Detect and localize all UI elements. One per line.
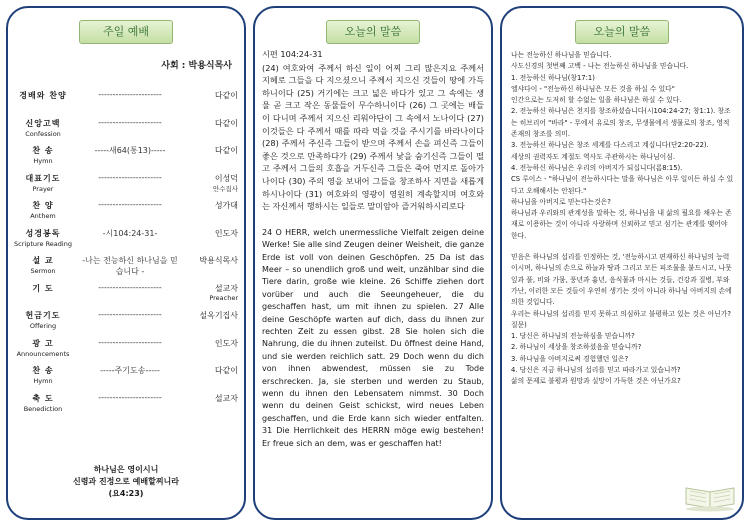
sermon-paragraph: 3. 하나님을 아버지로써 경험했던 일은? — [511, 354, 629, 363]
order-label — [14, 310, 72, 332]
sermon-paragraph: 2. 전능하신 하나님은 천지를 창조하셨습니다(시104:24-27; 창1:1). 창조는 히브리어 "바라" - 무에서 유로의 창조, 무생물에서 생물로의 창조, 영적 존재의 창조를 의미. — [511, 107, 731, 139]
order-label-ko: 헌금기도 — [25, 311, 61, 320]
order-person-name: 성가대 — [214, 201, 238, 210]
order-person — [182, 255, 238, 266]
sermon-paragraph: 나는 전능하신 하나님을 믿습니다. — [511, 51, 612, 59]
order-label — [14, 90, 72, 101]
order-label — [14, 365, 72, 387]
order-person-name: 인도자 — [214, 338, 238, 348]
order-label-en: Anthem — [30, 212, 56, 220]
order-row — [14, 173, 238, 201]
order-label-ko: 신앙고백 — [25, 118, 61, 128]
sermon-paragraph: 삶의 문제로 불평과 원망과 실망이 가득한 것은 아닌가요? — [511, 377, 681, 386]
order-label-en: Confession — [25, 129, 61, 138]
order-detail: -시104:24-31- — [102, 228, 158, 238]
order-row — [14, 393, 238, 421]
order-person-name: 다같이 — [214, 366, 238, 375]
closing-verse — [8, 464, 244, 500]
order-label-ko: 설 교 — [32, 256, 54, 265]
order-detail: ---------------------- — [98, 172, 162, 182]
sermon-paragraph: 인간으로는 도저히 할 수없는 일을 하나님은 하실 수 있다. — [511, 96, 682, 105]
order-row — [14, 255, 238, 283]
scripture-korean: (24) 여호와여 주께서 하신 일이 어찌 그리 많은지요 주께서 지혜로 그들을 다 지으셨으니 주께서 지으신 것들이 땅에 가득하니이다 (25) 거기에는 크고 넓은 바다가 있고 그 속에는 생물 곧 크고 작은 동물들이 무수하니이다 (26) 그 곳에는 배들이 다니며 주께서 지으신 리워야단이 그 속에서 노나이다 (27) 이것들은 다 주께서 때를 따라 먹을 것을 주시기를 바라나이다 (28) 주께서 주신즉 그들이 받으며 주께서 손을 펴신즉 그들이 좋은 것으로 만족하다가 (29) 주께서 낯을 숨기신즉 그들이 떨고 주께서 그들의 호흡을 거두신즉 그들은 죽어 먼지로 돌아가나이다 (30) 주의 영을 보내어 그들을 창조하사 지면을 새롭게 하시나이다 (31) 여호와의 영광이 영원히 계속할지며 여호와는 자신께서 행하시는 일들로 말미암아 즐거워하시리로다 — [262, 62, 484, 212]
order-row — [14, 118, 238, 146]
order-label — [14, 145, 72, 167]
order-label-ko: 대표기도 — [25, 173, 61, 183]
order-detail: ---------------------- — [98, 337, 162, 347]
order-detail: ---------------------- — [98, 90, 162, 99]
sermon-paragraph: 사도신경의 첫번째 고백 - 나는 전능하신 하나님을 믿습니다. — [511, 62, 689, 71]
order-label — [14, 283, 72, 294]
order-label-ko: 기 도 — [32, 283, 54, 293]
scripture-german: 24 O HERR, welch unermessliche Vielfalt zeigen deine Werke! Sie alle sind Zeugen deiner Weisheit, die ganze Erde ist voll von deinen Geschöpfen. 25 Da ist das Meer – so unendlich groß und weit, unzählbar sind die Tiere darin, große wie kleine. 26 Schiffe ziehen dort vorüber und auch die Seeungeheuer, die du geschaffen hast, um mit ihnen zu spielen. 27 Alle deine Geschöpfe warten auf dich, dass du ihnen zur rechten Zeit zu essen gibst. 28 Sie holen sich die Nahrung, die du ihnen zuteilst. Du öffnest deine Hand, und sie werden reichlich satt. 29 Doch wenn du dich von ihnen abwendest, müssen sie zu Tode erschrecken. Ja, sie sterben und werden zu Staub, wenn du ihnen den Lebensatem nimmst. 30 Doch wenn du deinen Geist schickst, wird neues Leben geschaffen, und die Erde kann sich wieder entfalten. 31 Die Herrlichkeit des HERRN möge ewig bestehen! Er freue sich an dem, was er geschaffen hat! — [262, 227, 484, 448]
order-label — [14, 200, 72, 222]
scripture-title: 오늘의 말씀 — [326, 20, 420, 44]
order-label-ko: 찬 송 — [32, 146, 54, 155]
order-label-en: Hymn — [33, 157, 53, 165]
order-label-ko: 성경봉독 — [25, 228, 61, 238]
order-label — [14, 228, 72, 250]
order-row — [14, 338, 238, 366]
sermon-paragraph: 질문) — [511, 320, 527, 329]
order-row — [14, 228, 238, 256]
sermon-paragraph: 하나님과 우리와의 관계성을 말하는 것, 하나님을 내 삶의 필요를 채우는 존재로 이용하는 것이 아니라 사랑하며 신뢰하고 믿고 섬기는 관계를 맺어야 한다. — [511, 209, 732, 240]
closing-line: (요4:23) — [108, 489, 144, 498]
order-label-en: Hymn — [33, 377, 53, 385]
order-detail: ---------------------- — [98, 282, 162, 292]
order-person-name: 다같이 — [214, 91, 238, 100]
order-detail: -----새64(통13)----- — [94, 146, 166, 155]
order-label-ko: 찬 송 — [32, 366, 54, 375]
order-detail: -----주기도송----- — [100, 366, 160, 375]
worship-leader: 사회 : 박용식목사 — [161, 61, 232, 71]
sermon-paragraph: 4. 당신은 지금 하나님의 섭리를 믿고 따라가고 있습니까? — [511, 366, 681, 375]
order-label-ko: 광 고 — [32, 338, 54, 348]
order-person-name: 다같이 — [214, 146, 238, 155]
order-label-ko: 축 도 — [32, 393, 54, 403]
order-person-name: 박용식목사 — [199, 256, 238, 265]
order-person — [182, 145, 238, 156]
worship-title: 주일 예배 — [79, 20, 173, 44]
order-label — [14, 255, 72, 277]
order-person-name: 설옥기집사 — [199, 311, 238, 320]
open-bible-icon — [682, 478, 738, 512]
order-label-ko: 찬 양 — [32, 201, 54, 210]
order-person — [182, 173, 238, 193]
order-row — [14, 200, 238, 228]
order-person — [182, 338, 238, 349]
sermon-panel — [500, 6, 744, 520]
closing-line: 하나님은 영이시니 — [93, 465, 159, 474]
order-person — [182, 200, 238, 211]
order-person — [182, 118, 238, 129]
sermon-paragraph: 우리는 하나님의 섭리를 믿지 못하고 의심하고 불평하고 있는 것은 아닌가? — [511, 309, 732, 318]
sermon-paragraph: 1. 당신은 하나님의 전능하심을 믿습니까? — [511, 332, 635, 341]
order-label — [14, 393, 72, 415]
scripture-text — [262, 48, 484, 450]
closing-line: 신령과 진정으로 예배할찌니라 — [72, 477, 180, 486]
order-row — [14, 310, 238, 338]
order-person-name: 설교자 — [214, 393, 238, 403]
order-person-name: 다같이 — [214, 118, 238, 128]
order-detail: ---------------------- — [98, 392, 162, 402]
order-label — [14, 338, 72, 360]
order-person-name: 인도자 — [214, 228, 238, 238]
order-detail: ---------------------- — [98, 310, 162, 319]
sermon-paragraph: 세상의 권력자도 계절도 역사도 주관하시는 하나님이심. — [511, 152, 675, 161]
order-person — [182, 90, 238, 101]
paragraph-spacer — [511, 242, 735, 252]
order-label — [14, 118, 72, 140]
sermon-paragraph: 1. 전능하신 하나님(창17:1) — [511, 73, 595, 82]
sermon-paragraph: 3. 전능하신 하나님은 창조 세계를 다스리고 계십니다(단2:20-22). — [511, 141, 709, 150]
order-person — [182, 283, 238, 302]
sermon-paragraph: 믿음은 하나님의 섭리를 인정하는 것, '전능하시고 편재하신 하나님의 능력이시며, 하나님의 손으로 하늘과 땅과 그리고 모든 피조물을 붙드시고, 나뭇잎과 풀, 비와 가뭄, 풍년과 흉년, 음식물과 마시는 것들, 건강과 질병, 부와 가난, 이러한 모든 것들이 우연히 생기는 것이 아니라 하나님 아버지의 손에 의한 것입니다. — [511, 253, 732, 307]
order-row — [14, 365, 238, 393]
order-person-sub: 안수집사 — [212, 184, 238, 193]
order-person-sub: Preacher — [209, 293, 238, 302]
order-label-en: Prayer — [32, 184, 54, 193]
order-label-en: Offering — [29, 322, 57, 330]
order-label-en: Benediction — [23, 404, 63, 413]
order-label-en: Announcements — [16, 349, 70, 358]
order-person-name: 이성덕 — [214, 173, 238, 183]
sermon-paragraph: 엘샤다이 - "전능하신 하나님은 모든 것을 하실 수 있다" — [511, 84, 675, 93]
order-person — [182, 365, 238, 376]
sermon-paragraph: 2. 하나님이 세상을 창조하셨음을 믿습니까? — [511, 343, 642, 352]
scripture-panel — [253, 6, 493, 520]
order-row — [14, 145, 238, 173]
order-person-name: 설교자 — [214, 283, 238, 293]
order-person — [182, 228, 238, 239]
order-label-en: Sermon — [30, 267, 56, 275]
sermon-paragraph: CS 루이스 - "하나님이 전능하시다는 말을 하나님은 아무 일이든 하실 수 있다고 오해해서는 안된다." — [511, 175, 734, 195]
sermon-paragraph: 4. 전능하신 하나님은 우리의 아버지가 되십니다(롬8:15). — [511, 163, 683, 172]
order-detail: -나는 전능하신 하나님을 믿습니다 - — [82, 256, 178, 276]
order-label-en: Scripture Reading — [14, 239, 72, 248]
order-label — [14, 173, 72, 195]
order-row — [14, 90, 238, 118]
order-detail: ---------------------- — [98, 200, 162, 209]
scripture-reference: 시편 104:24-31 — [262, 49, 323, 59]
sermon-title: 오늘의 말씀 — [575, 20, 669, 44]
order-person — [182, 393, 238, 404]
order-person — [182, 310, 238, 321]
order-label-ko: 경배와 찬양 — [19, 91, 67, 100]
order-detail: ---------------------- — [98, 117, 162, 127]
order-row — [14, 283, 238, 311]
sermon-paragraph: 하나님을 아버지로 믿는다는것은? — [511, 197, 611, 206]
sermon-notes — [511, 50, 735, 388]
worship-order-panel — [6, 6, 246, 520]
